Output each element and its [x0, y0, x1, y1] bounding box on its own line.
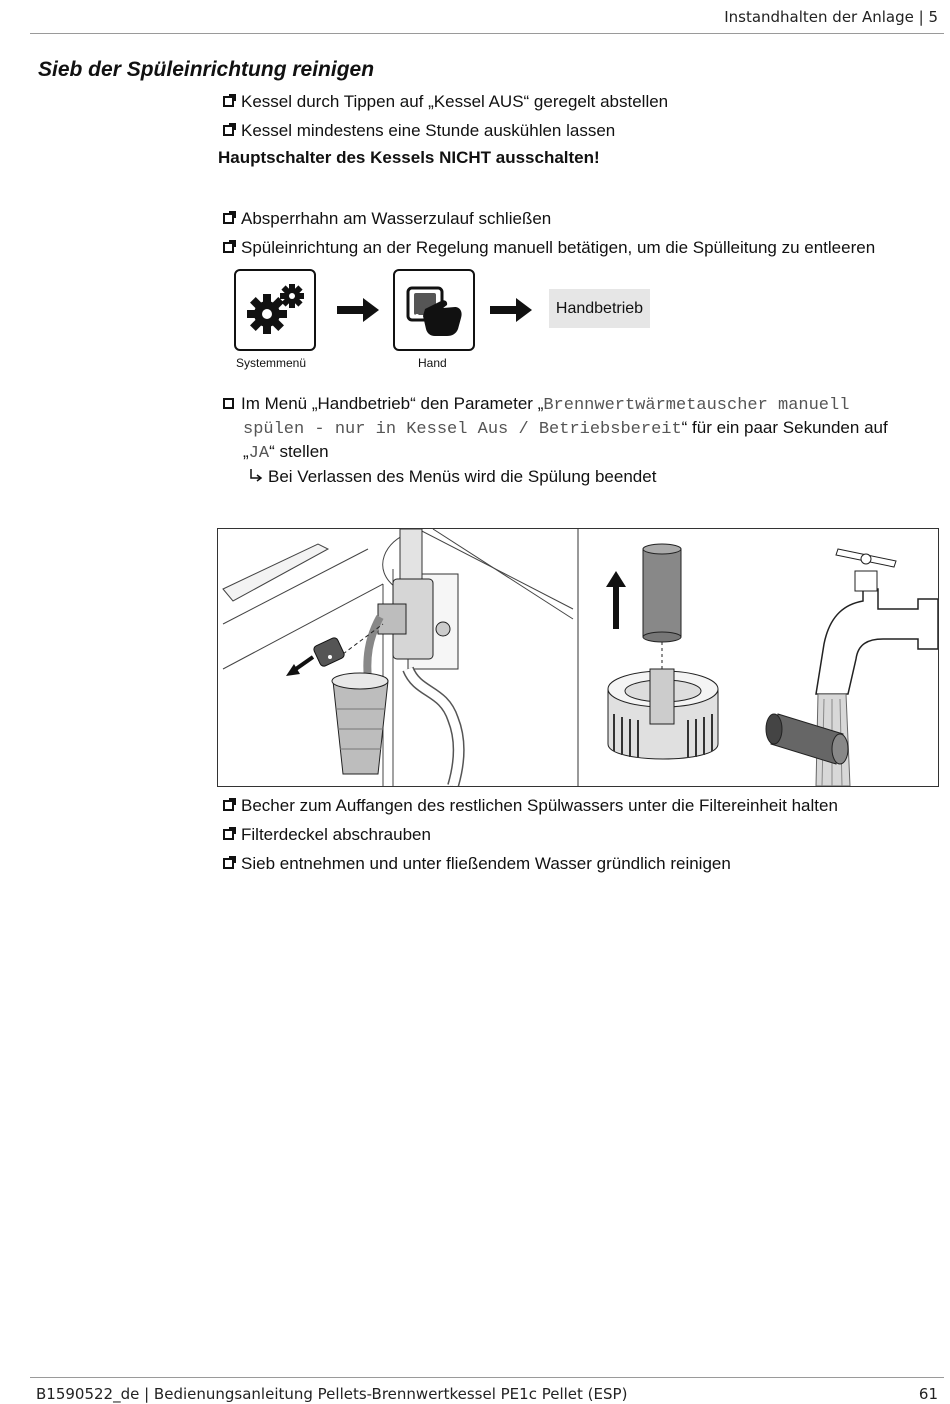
- hand-tile: [393, 269, 475, 351]
- gears-icon: [236, 271, 314, 349]
- param-mid: “ für ein paar Sekunden auf: [681, 418, 888, 437]
- result-text: Bei Verlassen des Menüs wird die Spülung beendet: [268, 467, 657, 486]
- param-value-open: „: [243, 442, 249, 461]
- header-divider: [30, 33, 944, 34]
- param-name-line1: Brennwertwärmetauscher manuell: [543, 396, 850, 415]
- arrow-right-icon: [337, 298, 379, 322]
- step-checkbox-icon: [223, 858, 234, 869]
- step-item: [223, 120, 615, 142]
- parameter-step: [223, 393, 938, 465]
- step-item: [223, 237, 875, 259]
- step-checkbox-icon: [223, 213, 234, 224]
- arrow-right-icon: [490, 298, 532, 322]
- step-checkbox-icon: [223, 125, 234, 136]
- step-item: [223, 824, 431, 846]
- step-text: Spüleinrichtung an der Regelung manuell betätigen, um die Spülleitung zu entleeren: [241, 238, 876, 257]
- step-item: [223, 208, 551, 230]
- section-title: Sieb der Spüleinrichtung reinigen: [38, 58, 375, 81]
- systemmenu-tile: [234, 269, 316, 351]
- step-text: Kessel durch Tippen auf „Kessel AUS“ geregelt abstellen: [241, 92, 669, 111]
- step-checkbox-icon: [223, 829, 234, 840]
- step-text: Becher zum Auffangen des restlichen Spülwassers unter die Filtereinheit halten: [241, 796, 838, 815]
- param-value: JA: [248, 444, 270, 463]
- result-arrow-icon: [248, 468, 264, 484]
- step-item: [223, 795, 838, 817]
- step-text: Filterdeckel abschrauben: [241, 825, 431, 844]
- param-suffix: “ stellen: [269, 442, 329, 461]
- filter-illustration: [218, 529, 938, 786]
- footer-divider: [30, 1377, 944, 1378]
- param-continuation: [223, 417, 938, 441]
- param-continuation: [223, 441, 938, 465]
- result-line: [248, 467, 656, 487]
- running-header: Instandhalten der Anlage | 5: [724, 8, 938, 26]
- systemmenu-label: Systemmenü: [236, 356, 307, 370]
- footer-document-id: B1590522_de | Bedienungsanleitung Pellets-Brennwertkessel PE1c Pellet (ESP): [36, 1385, 628, 1403]
- step-checkbox-icon: [223, 96, 234, 107]
- filter-cleaning-figure: [217, 528, 939, 787]
- step-item: [223, 91, 668, 113]
- hand-pointer-icon: [395, 271, 473, 349]
- warning-text: Hauptschalter des Kessels NICHT ausschalten!: [218, 148, 600, 167]
- handbetrieb-button: Handbetrieb: [549, 289, 650, 328]
- step-checkbox-icon: [223, 800, 234, 811]
- param-prefix: Im Menü „Handbetrieb“ den Parameter „: [241, 394, 544, 413]
- step-text: Absperrhahn am Wasserzulauf schließen: [241, 209, 552, 228]
- step-checkbox-icon: [223, 398, 234, 409]
- step-item: [223, 853, 731, 875]
- step-text: Kessel mindestens eine Stunde auskühlen lassen: [241, 121, 616, 140]
- hand-label: Hand: [418, 356, 447, 370]
- step-text: Sieb entnehmen und unter fließendem Wasser gründlich reinigen: [241, 854, 731, 873]
- step-checkbox-icon: [223, 242, 234, 253]
- page-number: 61: [918, 1385, 938, 1403]
- param-name-line2: spülen - nur in Kessel Aus / Betriebsbereit: [243, 420, 682, 439]
